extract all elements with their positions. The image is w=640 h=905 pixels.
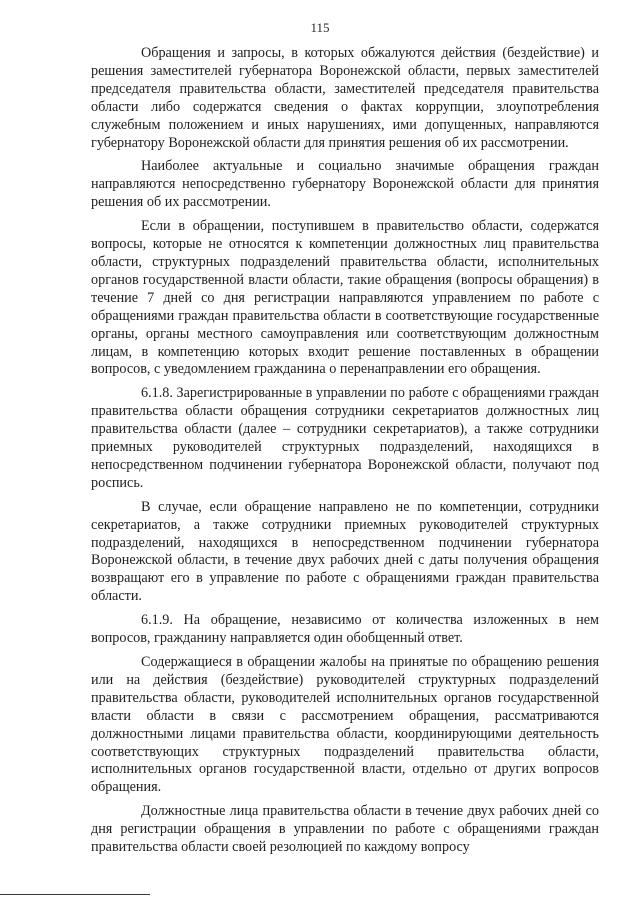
paragraph: 6.1.8. Зарегистрированные в управлении по работе с обращениями граждан правительства области обращения сотрудники секретариатов должностных лиц правительства области (далее – сотрудники секретариатов), а также сотрудники приемных руководителей структурных подразделений, находящихся в непосредственном подчинении губернатора Воронежской области, получают под роспись. — [91, 385, 599, 491]
paragraph: Должностные лица правительства области в течение двух рабочих дней со дня регистрации обращения в управлении по работе с обращениями граждан правительства области своей резолюцией по каждому вопросу — [91, 803, 599, 856]
document-body — [91, 45, 599, 857]
paragraph: В случае, если обращение направлено не по компетенции, сотрудники секретариатов, а также сотрудники приемных руководителей структурных подразделений, находящихся в непосредственном подчинении губернатора Воронежской области, в течение двух рабочих дней с даты получения обращения возвращают его в управление по работе с обращениями граждан правительства области. — [91, 498, 599, 605]
paragraph: 6.1.9. На обращение, независимо от количества изложенных в нем вопросов, гражданину направляется один обобщенный ответ. — [91, 612, 599, 647]
paragraph: Обращения и запросы, в которых обжалуются действия (бездействие) и решения заместителей губернатора Воронежской области, первых заместителей председателя правительства области, заместителей председателя правительства области либо содержатся сведения о фактах коррупции, злоупотребления служебным положением и иных нарушениях, ими допущенных, направляются губернатору Воронежской области для принятия решения об их рассмотрении. — [91, 45, 599, 151]
paragraph: Содержащиеся в обращении жалобы на принятые по обращению решения или на действия (бездействие) руководителей структурных подразделений правительства области, руководителей исполнительных органов государственной власти области в связи с рассмотрением обращения, рассматриваются должностными лицами правительства области, координирующими деятельность соответствующих структурных подразделений правительства области, исполнительных органов государственной власти, отдельно от других вопросов обращения. — [91, 654, 599, 796]
paragraph: Наиболее актуальные и социально значимые обращения граждан направляются непосредственно губернатору Воронежской области для принятия решения об их рассмотрении. — [91, 158, 599, 211]
footnote-separator — [0, 894, 150, 895]
page-number: 115 — [310, 20, 330, 35]
paragraph: Если в обращении, поступившем в правительство области, содержатся вопросы, которые не относятся к компетенции должностных лиц правительства области, структурных подразделений правительства области, исполнительных органов государственной власти области, такие обращения (вопросы обращения) в течение 7 дней со дня регистрации направляются управлением по работе с обращениями граждан правительства области в соответствующие государственные органы, органы местного самоуправления или соответствующим должностным лицам, в компетенцию которых входит решение поставленных в обращении вопросов, с уведомлением гражданина о перенаправлении его обращения. — [91, 218, 599, 378]
